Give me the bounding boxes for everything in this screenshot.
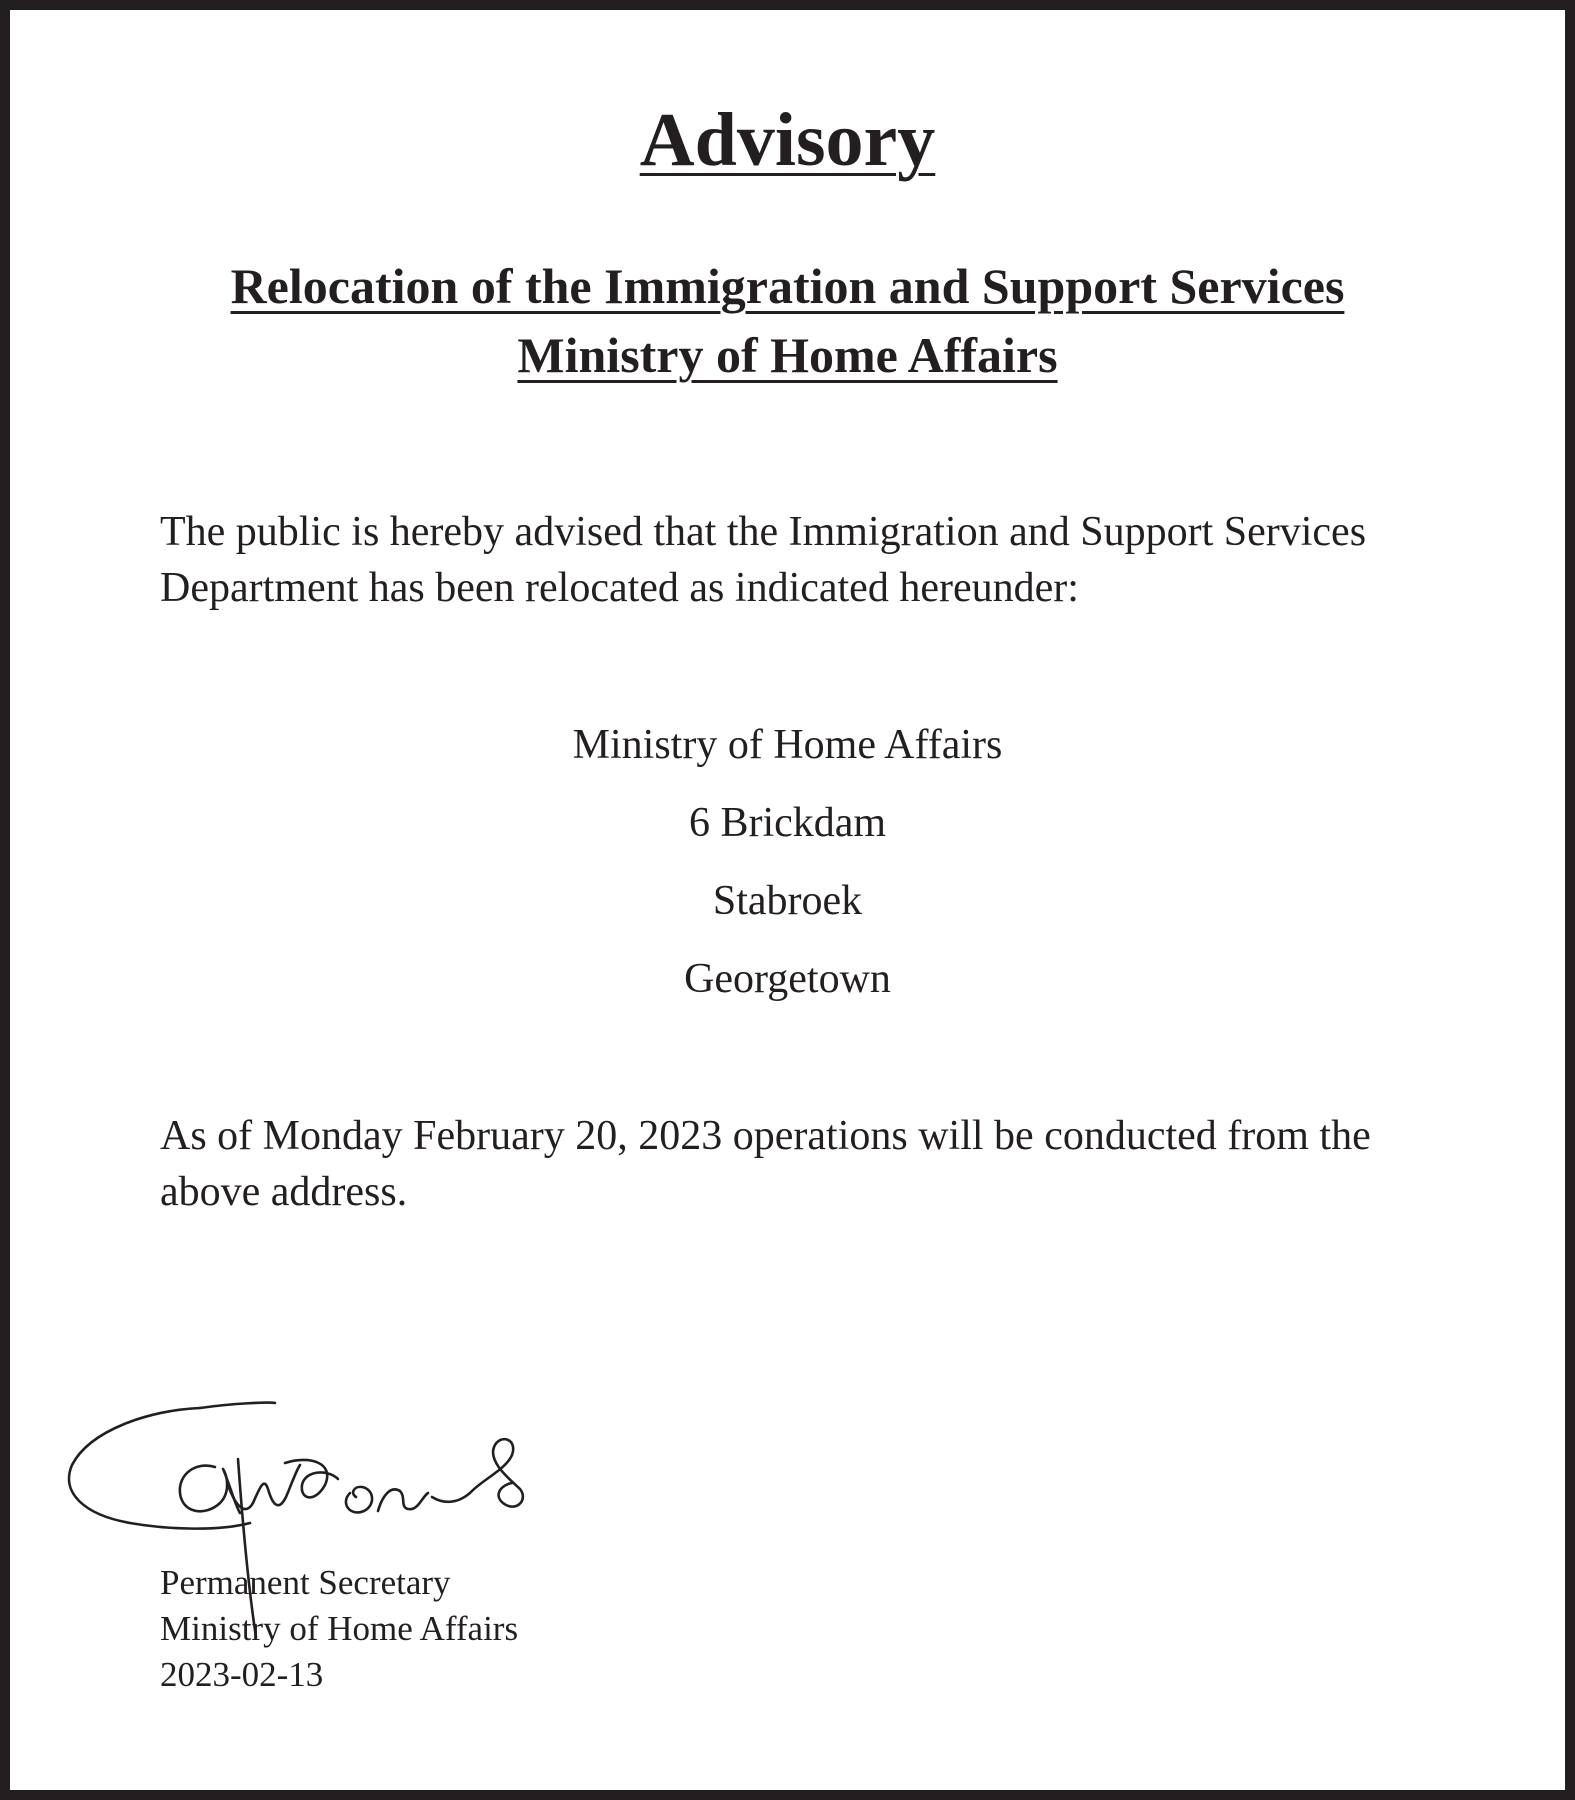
signatory-date: 2023-02-13 xyxy=(160,1655,324,1694)
address-line-ministry: Ministry of Home Affairs xyxy=(572,722,1003,768)
address-line-city: Georgetown xyxy=(684,956,891,1002)
subtitle-line-1-text: Relocation of the Immigration and Support Services xyxy=(230,258,1345,314)
document-title xyxy=(10,98,1565,182)
subtitle-line-1 xyxy=(10,258,1565,314)
handwritten-signature xyxy=(60,1385,600,1685)
subtitle-line-2-text: Ministry of Home Affairs xyxy=(517,327,1058,383)
document-title-text: Advisory xyxy=(639,98,936,182)
address-line-street: 6 Brickdam xyxy=(688,800,887,846)
subtitle-line-2 xyxy=(10,327,1565,383)
signatory-title: Permanent Secretary xyxy=(160,1563,451,1602)
intro-paragraph: The public is hereby advised that the Immigration and Support Services Department has been relocated as indicated hereunder: xyxy=(160,509,1367,611)
effective-date-paragraph: As of Monday February 20, 2023 operations will be conducted from the above address. xyxy=(160,1113,1371,1215)
signatory-ministry: Ministry of Home Affairs xyxy=(160,1609,519,1648)
address-line-district: Stabroek xyxy=(712,878,863,924)
